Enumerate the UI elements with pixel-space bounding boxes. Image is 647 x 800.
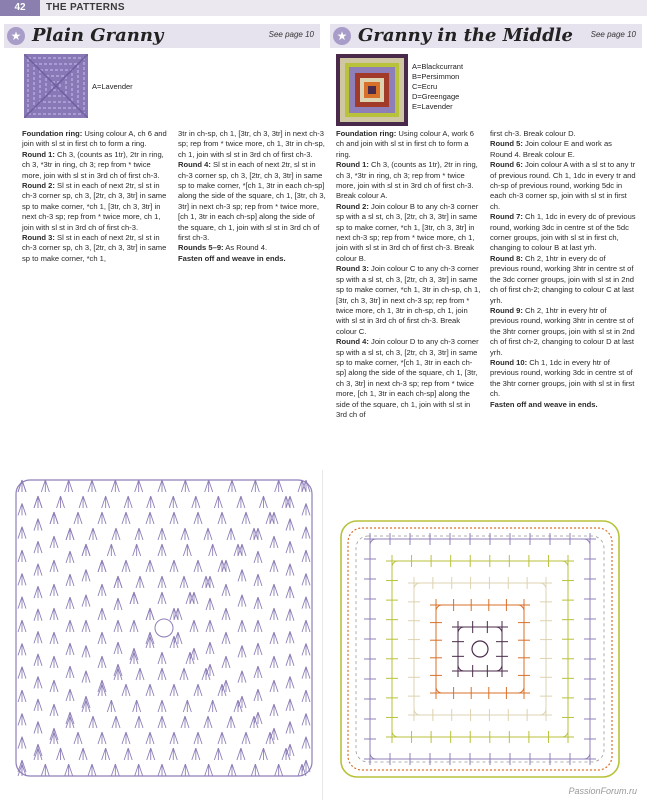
instruction-paragraph — [336, 202, 482, 264]
round-text: Using colour A, work 6 ch and join with sl st in first ch to form a ring. — [336, 129, 474, 159]
round-label: Round 2: — [22, 181, 55, 191]
round-label: Round 5: — [490, 139, 523, 149]
instruction-paragraph — [178, 254, 326, 264]
instruction-paragraph — [336, 264, 482, 337]
round-text: Join colour E and work as Round 4. Break colour E. — [490, 139, 612, 159]
instruction-paragraph — [490, 139, 636, 160]
legend-entry: A=Lavender — [92, 82, 133, 91]
plain-granny-photo — [24, 54, 88, 118]
left-instructions-col1 — [22, 129, 170, 264]
section-title: THE PATTERNS — [46, 2, 125, 13]
instruction-paragraph — [336, 337, 482, 420]
watermark: PassionForum.ru — [568, 786, 637, 796]
round-text: Ch 2, 1htr in every dc of previous round, working 3htr in centre st of the 3dc corner groups, join with sl st in 2nd ch of first ch-2; changing to colour C at last yrh. — [490, 253, 634, 305]
left-colour-key — [92, 82, 133, 92]
round-label: Round 9: — [490, 305, 523, 315]
round-text: Ch 1, 1dc in every dc of previous round, working 3dc in centre st of the 5dc corner groups, join with sl st in first ch, changing to colour B at last yrh. — [490, 212, 636, 253]
left-instructions-col2 — [178, 129, 326, 264]
instruction-paragraph — [178, 243, 326, 253]
legend-entry: D=Greengage — [412, 92, 460, 101]
round-label: Round 3: — [336, 264, 369, 274]
round-label: Round 8: — [490, 253, 523, 263]
instruction-paragraph — [490, 254, 636, 306]
instruction-paragraph — [336, 129, 482, 160]
instruction-paragraph — [336, 160, 482, 202]
round-text: Join colour C to any ch-3 corner sp with a sl st, ch 3, [2tr, ch 3, 3tr] in same sp to make corner, *ch 1, 3tr in ch-sp, ch 1, [3tr, ch 3, 3tr] in next ch-3 sp; rep from * twice more, ch 1, 3tr in ch-sp, ch 1, join with sl st in 3rd ch of first ch-3. Break colour C. — [336, 264, 481, 336]
instruction-paragraph — [22, 129, 170, 150]
right-instructions-col2 — [490, 129, 636, 410]
instruction-paragraph — [22, 150, 170, 181]
instruction-paragraph — [490, 306, 636, 358]
legend-entry: B=Persimmon — [412, 72, 460, 81]
left-title-bar — [4, 24, 320, 48]
page-gutter — [322, 470, 323, 800]
granny-middle-chart — [338, 518, 622, 780]
round-label: Round 4: — [336, 337, 369, 347]
round-label: Round 6: — [490, 160, 523, 170]
instruction-paragraph — [22, 181, 170, 233]
right-title-bar — [330, 24, 642, 48]
right-colour-key — [412, 62, 463, 112]
round-label: Round 1: — [22, 149, 55, 159]
round-text: Sl st in each of next 2tr, sl st in ch-3 corner sp, ch 3, [2tr, ch 3, 3tr] in same sp to make corner, *ch 1, [3tr, ch 3, 3tr] in next ch-3 sp; rep from * twice more, ch 1, join with sl st in 3rd ch of first ch-3. — [22, 181, 167, 232]
round-text: Ch 3, (counts as 1tr), 2tr in ring, ch 3, *3tr in ring, ch 3; rep from * twice more, join with sl st in 3rd ch of first ch-3. Break colour A. — [336, 160, 478, 201]
round-label: Rounds 5–9: — [178, 243, 224, 253]
instruction-paragraph — [490, 160, 636, 212]
left-see-page: See page 10 — [268, 30, 314, 39]
star-icon: ★ — [7, 27, 25, 45]
page-number: 42 — [0, 0, 40, 16]
right-pattern-title: Granny in the Middle — [358, 25, 573, 46]
legend-entry: C=Ecru — [412, 82, 438, 91]
round-label: Round 10: — [490, 357, 528, 367]
round-text: Join colour B to any ch-3 corner sp with a sl st, ch 3, [2tr, ch 3, 3tr] in same sp to make corner, *ch 1, [3tr, ch 3, 3tr] in next ch-3 sp; rep from * twice more, ch 1, join with sl st in 3rd ch of first ch-3. Break colour B. — [336, 201, 479, 263]
round-text: Ch 2, 1htr in every htr of previous round, working 3htr in centre st of the 3htr corner groups, join with sl st in 2nd ch of first ch-2, changing to colour D at last yrh. — [490, 305, 635, 357]
legend-entry: A=Blackcurrant — [412, 62, 464, 71]
round-text: Ch 3, (counts as 1tr), 2tr in ring, ch 3, *3tr in ring, ch 3; rep from * twice more, join with sl st in 3rd ch of first ch-3. — [22, 149, 164, 180]
round-text: Join colour A with a sl st to any tr of previous round. Ch 1, 1dc in every tr and ch-sp of previous round, working 5dc in each ch-3 corner sp, join with sl st in first ch. — [490, 160, 636, 211]
instruction-paragraph — [490, 358, 636, 400]
instruction-paragraph — [22, 233, 170, 264]
round-text: 3tr in ch-sp, ch 1, [3tr, ch 3, 3tr] in next ch-3 sp; rep from * twice more, ch 1, 3tr in ch-sp, ch 1, join with sl st in 3rd ch of first ch-3. — [178, 129, 325, 159]
round-label: Fasten off and weave in ends. — [490, 399, 598, 409]
round-label: Round 7: — [490, 212, 523, 222]
instruction-paragraph — [490, 212, 636, 254]
round-label: Foundation ring: — [336, 129, 397, 138]
round-label: Foundation ring: — [22, 129, 83, 138]
round-text: first ch-3. Break colour D. — [490, 129, 576, 138]
round-text: Join colour D to any ch-3 corner sp with a sl st, ch 3, [2tr, ch 3, 3tr] in same sp to make corner, *[ch 1, 3tr in each ch-sp] along the side of the square, ch 1, [3tr, ch 3, 3tr] in next ch-3 sp; rep from * twice more, [ch 1, 3tr in each ch-sp] along the side of the square, ch 1, join with sl st in 3rd ch of — [336, 337, 479, 419]
round-text: Ch 1, 1dc in every htr of previous round, working 3dc in centre st of the 3htr corner groups, join with sl st in first ch. — [490, 357, 635, 399]
right-see-page: See page 10 — [590, 30, 636, 39]
round-label: Fasten off and weave in ends. — [178, 253, 286, 263]
round-text: Using colour A, ch 6 and join with sl st in first ch to form a ring. — [22, 129, 167, 149]
round-text: As Round 4. — [223, 243, 268, 253]
instruction-paragraph — [178, 129, 326, 160]
right-instructions-col1 — [336, 129, 482, 420]
left-pattern-title: Plain Granny — [32, 25, 164, 46]
round-label: Round 2: — [336, 201, 369, 211]
star-icon: ★ — [333, 27, 351, 45]
round-text: Sl st in each of next 2tr, sl st in ch-3 corner sp, ch 3, [2tr, ch 3, 3tr] in same sp to make corner, *[ch 1, 3tr in each ch-sp] along the side of the square, ch 1, [3tr, ch 3, 3tr] in next ch-3 sp; rep from * twice more, [ch 1, 3tr in each ch-sp] along the side of the square, ch 1, join with sl st in 3rd ch of first ch-3. — [178, 160, 326, 243]
instruction-paragraph — [490, 400, 636, 410]
plain-granny-chart — [14, 478, 314, 778]
legend-entry: E=Lavender — [412, 102, 453, 111]
instruction-paragraph — [178, 160, 326, 243]
round-text: Sl st in each of next 2tr, sl st in ch-3 corner sp, ch 3, [2tr, ch 3, 3tr] in same sp to make corner, *ch 1, — [22, 233, 167, 263]
round-label: Round 3: — [22, 233, 55, 243]
instruction-paragraph — [490, 129, 636, 139]
round-label: Round 4: — [178, 160, 211, 170]
round-label: Round 1: — [336, 160, 369, 170]
granny-middle-photo — [336, 54, 408, 126]
